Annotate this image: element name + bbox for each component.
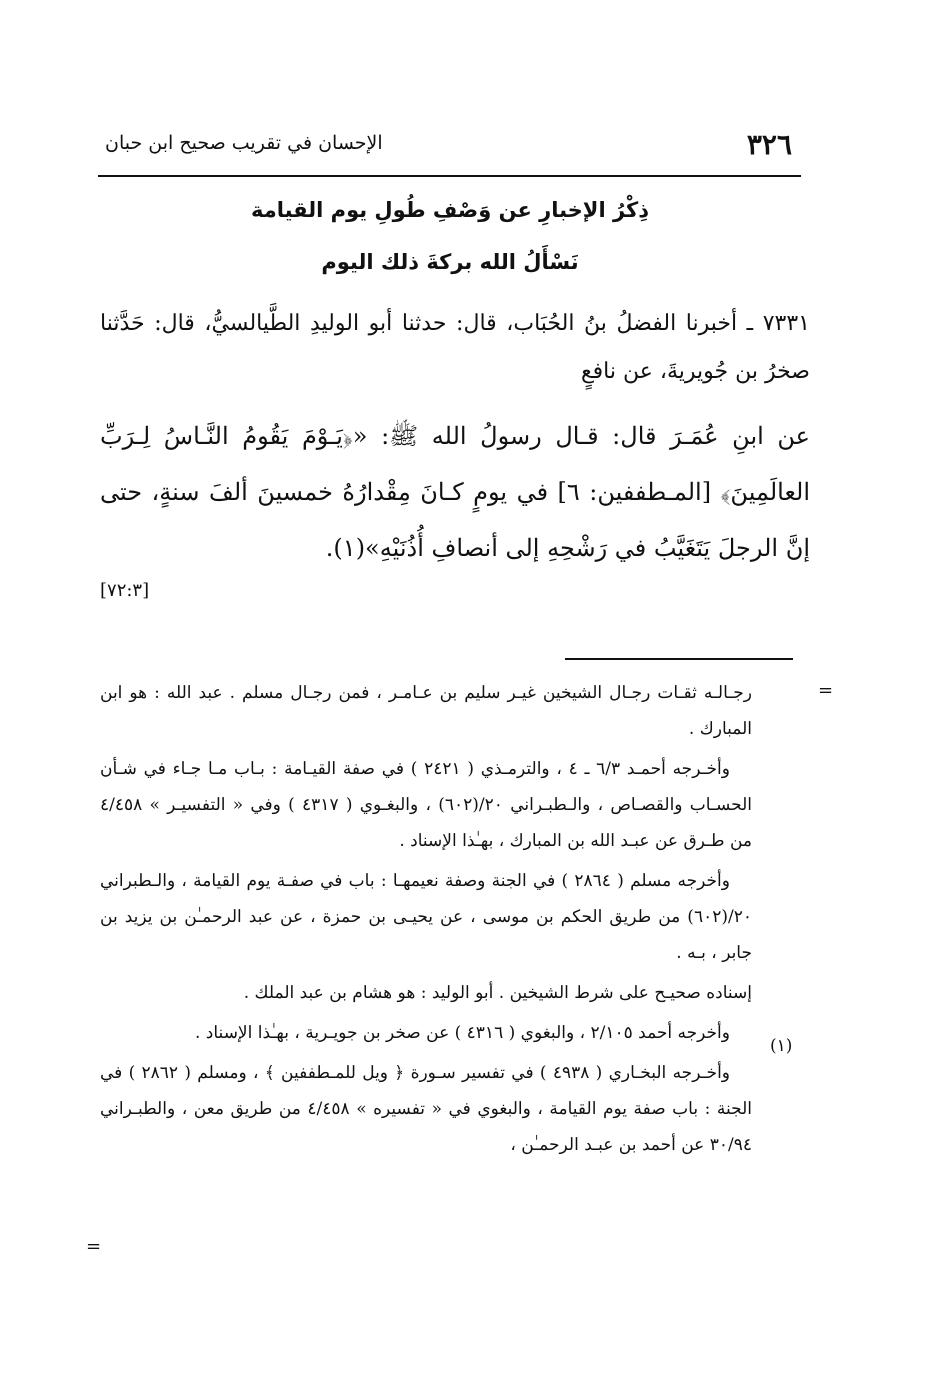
footnote-paragraph: وأخرجه أحمد ٢/١٠٥ ، والبغوي ( ٤٣١٦ ) عن صخر بن جويـرية ، بهـٰذا الإسناد . xyxy=(195,1023,730,1043)
running-title: الإحسان في تقريب صحيح ابن حبان xyxy=(105,132,383,154)
hadith-isnad: ٧٣٣١ ـ أخبرنا الفضلُ بنُ الحُبَاب، قال: حدثنا أبو الوليدِ الطَّيالسيُّ، قال: حَدَّثنا صخرُ بن جُويريةَ، عن نافعٍ xyxy=(100,311,810,384)
volume-reference: [٧٢:٣] xyxy=(100,580,150,601)
footnote-paragraph: وأخـرجه أحمـد ٦/٣ ـ ٤ ، والترمـذي ( ٢٤٢١ ) في صفة القيـامة : بـاب مـا جـاء في شـأن الحسـاب والقصـاص ، والـطبـراني ٢٠/(٦٠٢) ، والبغـوي ( ٤٣١٧ ) وفي « التفسيـر » ٤/٤٥٨ من طـرق عن عبـد الله بن المبارك ، بهـٰذا الإسناد . xyxy=(100,759,752,851)
footnote-paragraph: رجـالـه ثقـات رجـال الشيخين غيـر سليم بن عـامـر ، فمن رجـال مسلم . عبد الله : هو ابن المبارك . xyxy=(100,683,752,739)
footnote-rule xyxy=(565,658,793,660)
hadith-matn: عن ابنِ عُمَـرَ قال: قـال رسولُ الله ﷺ: «﴿يَـوْمَ يَقُومُ النَّـاسُ لِـرَبِّ العالَمِينَ﴾ [المـطففين: ٦] في يومٍ كـانَ مِقْدارُهُ خمسينَ ألفَ سنةٍ، حتى إنَّ الرجلَ يَتَغَيَّبُ في رَشْحِهِ إلى أنصافِ أُذُنَيْهِ»(١). xyxy=(100,422,810,562)
footnote-paragraph: إسناده صحيـح على شرط الشيخين . أبو الوليد : هو هشام بن عبد الملك . xyxy=(243,983,752,1003)
chapter-title: ذِكْرُ الإخبارِ عن وَصْفِ طُولِ يوم القيامة xyxy=(250,198,650,222)
footnote-paragraph: وأخـرجه البخـاري ( ٤٩٣٨ ) في تفسير سـورة ﴿ ويل للمـطففين ﴾ ، ومسلم ( ٢٨٦٢ ) في الجنة : باب صفة يوم القيامة ، والبغوي في « تفسيره » ٤/٤٥٨ من طريق معن ، والطبـراني ٣٠/٩٤ عن أحمد بن عبـد الرحمـٰن ، xyxy=(100,1063,752,1155)
continuation-marker: = xyxy=(818,680,834,701)
footnotes xyxy=(100,675,752,1167)
header-rule xyxy=(98,175,801,177)
page-header xyxy=(95,128,800,168)
footnote-paragraph: وأخرجه مسلم ( ٢٨٦٤ ) في الجنة وصفة نعيمهـا : باب في صفـة يوم القيامة ، والـطبراني ٢٠/(٦٠٢) من طريق الحكم بن موسى ، عن يحيـى بن حمزة ، عن عبد الرحمـٰن بن يزيد بن جابر ، بـه . xyxy=(100,871,752,963)
footnote-number: (١) xyxy=(770,1036,793,1056)
chapter-subtitle: نَسْأَلُ الله بركةَ ذلك اليوم xyxy=(321,250,579,274)
page-number: ٣٢٦ xyxy=(746,128,792,161)
end-continuation-marker: = xyxy=(86,1236,102,1257)
